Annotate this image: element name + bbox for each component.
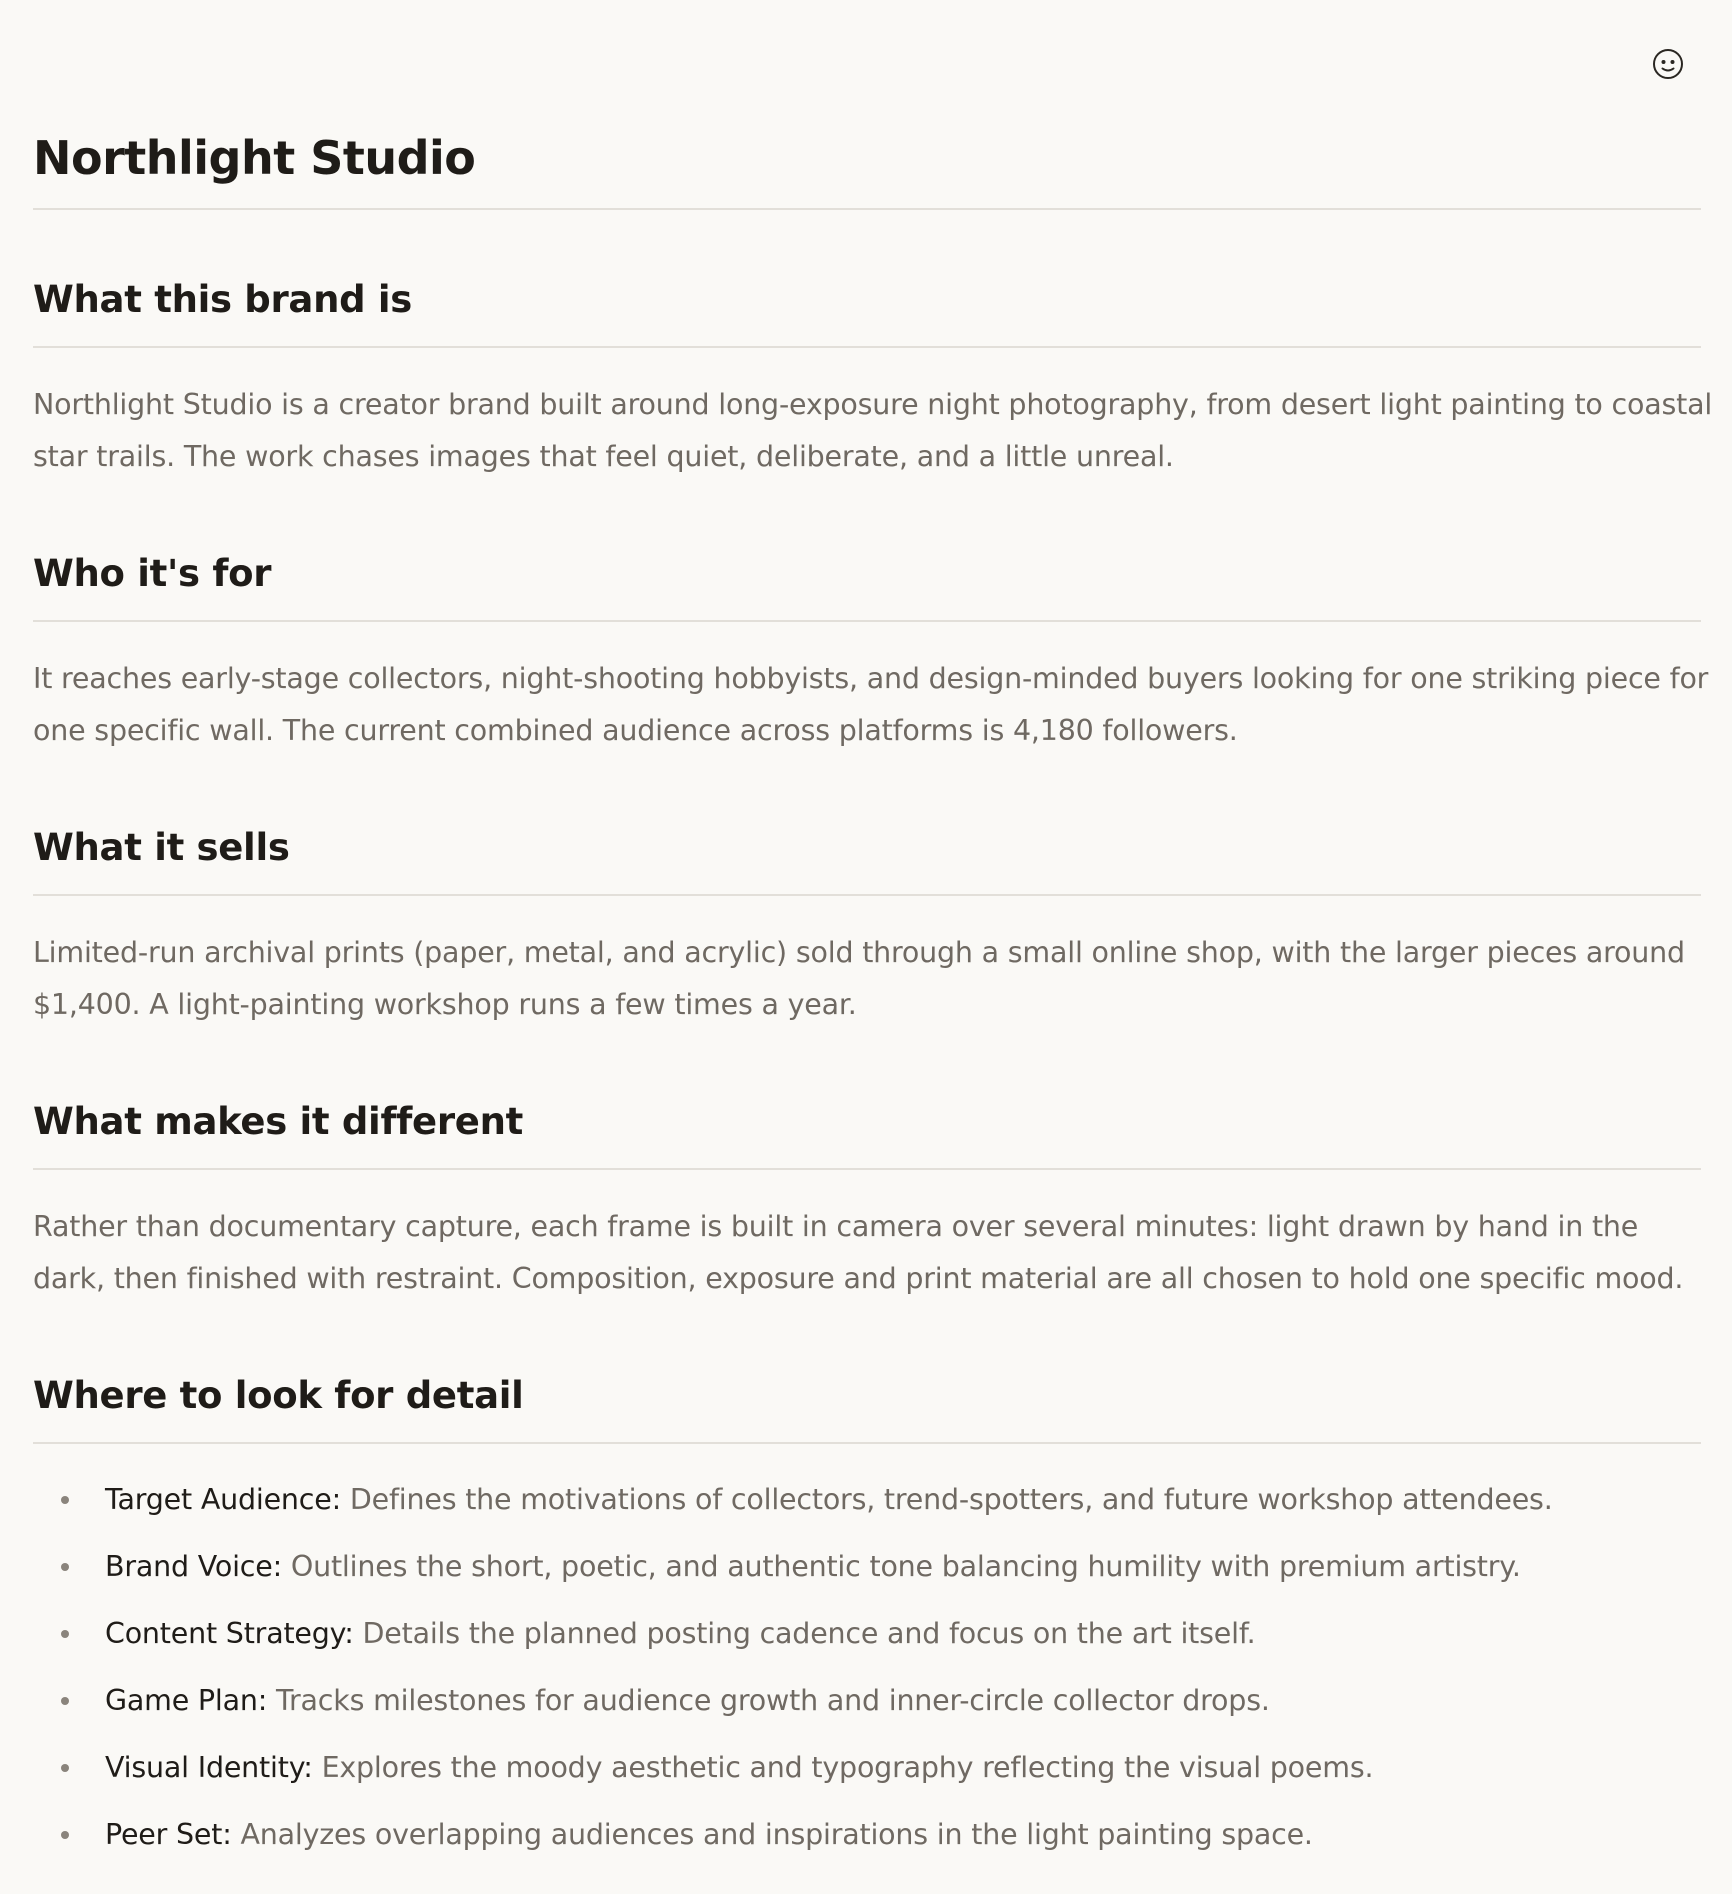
section-divider [33, 1442, 1701, 1444]
section-heading-what-this-brand-is: What this brand is [33, 278, 413, 321]
list-item [33, 1671, 1701, 1738]
list-item [33, 1470, 1701, 1537]
section-body-what-it-sells: Limited-run archival prints (paper, metal, and acrylic) sold through a small online shop, with the larger pieces around $1,400. A light-painting workshop runs a few times a year. [33, 936, 1685, 1021]
section-body-who-its-for: It reaches early-stage collectors, night-shooting hobbyists, and design-minded buyers looking for one striking piece for one specific wall. The current combined audience across platforms is 4,180 followers. [33, 662, 1709, 747]
title-divider [33, 208, 1701, 210]
list-item-text: Explores the moody aesthetic and typography reflecting the visual poems. [321, 1751, 1374, 1784]
page-title: Northlight Studio [33, 131, 476, 185]
bullet-icon [61, 1630, 69, 1638]
bullet-icon [61, 1764, 69, 1772]
list-item-label: Target Audience: [105, 1483, 342, 1516]
list-item-label: Game Plan: [105, 1684, 268, 1717]
list-item-text: Analyzes overlapping audiences and inspirations in the light painting space. [240, 1818, 1313, 1851]
bullet-icon [61, 1831, 69, 1839]
section-body-what-makes-it-different: Rather than documentary capture, each frame is built in camera over several minutes: light drawn by hand in the dark, then finished with restraint. Composition, exposure and print material are all chosen to hold one specific mood. [33, 1210, 1684, 1295]
list-item-label: Peer Set: [105, 1818, 232, 1851]
list-item [33, 1537, 1701, 1604]
section-heading-what-makes-it-different: What makes it different [33, 1100, 523, 1143]
list-item [33, 1738, 1701, 1805]
section-heading-where-to-look-for-detail: Where to look for detail [33, 1374, 524, 1417]
section-divider [33, 1168, 1701, 1170]
detail-list [33, 1470, 1701, 1872]
section-body-what-this-brand-is: Northlight Studio is a creator brand built around long-exposure night photography, from desert light painting to coastal star trails. The work chases images that feel quiet, deliberate, and a little unreal. [33, 388, 1713, 473]
list-item-text: Outlines the short, poetic, and authentic tone balancing humility with premium artistry. [290, 1550, 1521, 1583]
list-item-text: Defines the motivations of collectors, trend-spotters, and future workshop attendees. [349, 1483, 1553, 1516]
list-item-text: Tracks milestones for audience growth and inner-circle collector drops. [276, 1684, 1270, 1717]
list-item [33, 1604, 1701, 1671]
section-divider [33, 346, 1701, 348]
bullet-icon [61, 1563, 69, 1571]
list-item-label: Brand Voice: [105, 1550, 282, 1583]
bullet-icon [61, 1496, 69, 1504]
section-divider [33, 894, 1701, 896]
bullet-icon [61, 1697, 69, 1705]
section-divider [33, 620, 1701, 622]
list-item-label: Visual Identity: [105, 1751, 313, 1784]
smiley-face-icon[interactable] [1652, 48, 1684, 80]
list-item-label: Content Strategy: [105, 1617, 354, 1650]
list-item-text: Details the planned posting cadence and focus on the art itself. [362, 1617, 1256, 1650]
section-heading-who-its-for: Who it's for [33, 552, 272, 595]
list-item [33, 1805, 1701, 1872]
section-heading-what-it-sells: What it sells [33, 826, 290, 869]
